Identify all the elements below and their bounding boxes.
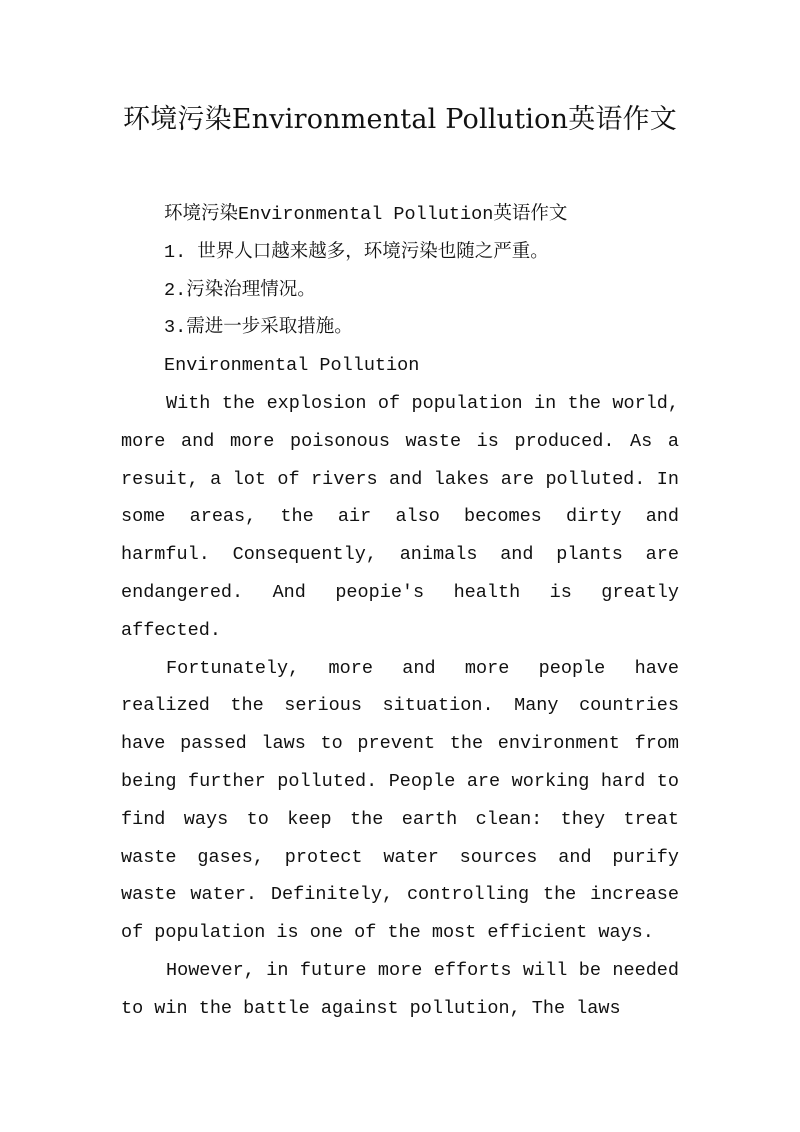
intro-heading: 环境污染Environmental Pollution英语作文 xyxy=(164,204,568,225)
document-title: 环境污染Environmental Pollution英语作文 xyxy=(123,104,677,135)
paragraph-2: Fortunately, more and more people have realized the serious situation. Many countries have passed laws to prevent the environment from being further polluted. People are working hard to find ways to keep the earth clean: they treat waste gases, protect water sources and purify waste water. Definitely, controlling the increase of population is one of the most efficient ways. xyxy=(121,657,679,944)
paragraph-1: With the explosion of population in the world, more and more poisonous waste is produced. As a resuit, a lot of rivers and lakes are polluted. In some areas, the air also becomes dirty and harmful. Consequently, animals and plants are endangered. And peopie's health is greatly affected. xyxy=(121,392,679,641)
outline-item-1: 1. 世界人口越来越多，环境污染也随之严重。 xyxy=(164,241,549,263)
essay-title: Environmental Pollution xyxy=(164,355,420,377)
document-body xyxy=(121,196,679,1028)
outline-item-2: 2.污染治理情况。 xyxy=(164,279,316,301)
outline-item-3: 3.需进一步采取措施。 xyxy=(164,317,353,339)
paragraph-3: However, in future more efforts will be needed to win the battle against pollution, The laws xyxy=(121,959,679,1019)
